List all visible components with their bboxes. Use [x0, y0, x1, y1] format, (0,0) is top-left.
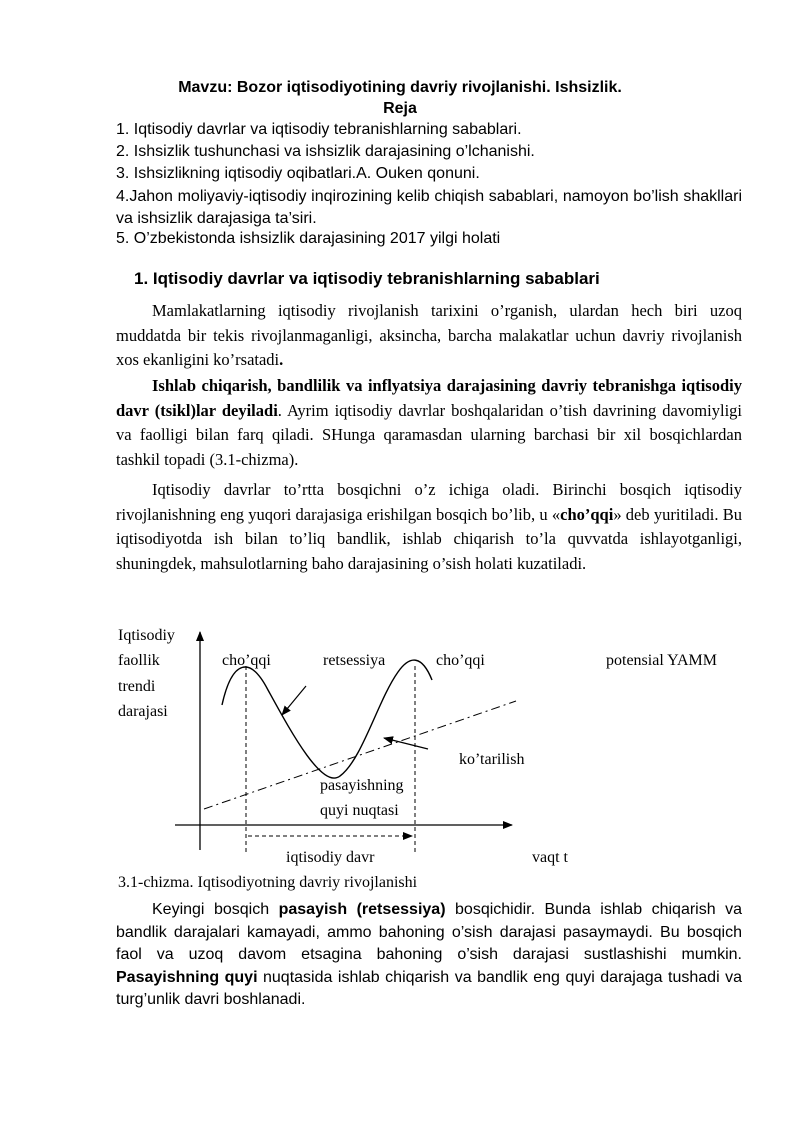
section-heading: 1. Iqtisodiy davrlar va iqtisodiy tebranishlarning sabablari: [134, 269, 600, 288]
paragraph-recession: Keyingi bosqich pasayish (retsessiya) bosqichidir. Bunda ishlab chiqarish va bandlik darajalari kamayadi, ammo bahoning o’sish darajasi pasaymaydi. Bu bosqich faol va uzoq davom etsagina bahoning o’sish darajasi sustlashishi mumkin. Pasayishning quyi nuqtasida ishlab chiqarish va bandlik eng quyi darajaga tushadi va turg’unlik davri boshlanadi.: [116, 901, 743, 1008]
cycle-curve: [222, 660, 432, 778]
paragraph-intro: Mamlakatlarning iqtisodiy rivojlanish tarixini o’rganish, ulardan hech biri uzoq muddatda bir tekis rivojlanmaganligi, aksincha, barcha malakatlar uchun davriy rivojlanish xos ekanligini ko’rsatadi.: [116, 301, 742, 370]
peak-left-label: cho’qqi: [222, 652, 271, 669]
paragraph-definition: Ishlab chiqarish, bandlilik va inflyatsiya darajasining davriy tebranishga iqtisodiy davr (tsikl)lar deyiladi. Ayrim iqtisodiy davrlar boshqalaridan o’tish davrining davomiyligi va faolligi bilan farq qiladi. SHunga qaramasdan ularning barchasi bir xil bosqichlardan tashkil topadi (3.1-chizma).: [116, 376, 742, 469]
plan-item: 2. Ishsizlik tushunchasi va ishsizlik darajasining o’lchanishi.: [116, 143, 535, 160]
recession-label: retsessiya: [323, 652, 386, 669]
plan-heading: Reja: [383, 100, 417, 117]
recovery-arrow: [384, 738, 428, 749]
recovery-label: ko’tarilish: [459, 751, 525, 768]
peak-right-label: cho’qqi: [436, 652, 485, 669]
trough-label-line: quyi nuqtasi: [320, 802, 399, 819]
recession-arrow: [282, 686, 306, 715]
document-title: Mavzu: Bozor iqtisodiyotining davriy rivojlanishi. Ishsizlik.: [178, 79, 622, 96]
figure-caption: 3.1-chizma. Iqtisodiyotning davriy rivojlanishi: [118, 874, 418, 891]
y-axis-label-line: trendi: [118, 678, 156, 695]
y-axis-label-line: faollik: [118, 652, 160, 669]
plan-item: 5. O’zbekistonda ishsizlik darajasining 2017 yilgi holati: [116, 230, 501, 247]
trough-label-line: pasayishning: [320, 777, 404, 794]
plan-item: 4.Jahon moliyaviy-iqtisodiy inqirozining kelib chiqish sabablari, namoyon bo’lish shakllari va ishsizlik darajasiga ta’siri.: [116, 188, 742, 227]
plan-item: 1. Iqtisodiy davrlar va iqtisodiy tebranishlarning sabablari.: [116, 121, 522, 138]
potential-gdp-label: potensial YAMM: [606, 652, 717, 669]
cycle-label: iqtisodiy davr: [286, 849, 375, 866]
time-axis-label: vaqt t: [532, 849, 568, 866]
y-axis-label-line: darajasi: [118, 703, 168, 720]
y-axis-label-line: Iqtisodiy: [118, 627, 175, 644]
plan-item: 3. Ishsizlikning iqtisodiy oqibatlari.A. Ouken qonuni.: [116, 165, 480, 182]
paragraph-stages: Iqtisodiy davrlar to’rtta bosqichni o’z ichiga oladi. Birinchi bosqich iqtisodiy rivojlanishning eng yuqori darajasiga erishilgan bosqich bo’lib, u «cho’qqi» deb yuritiladi. Bu iqtisodiyotda ish bilan to’liq bandlik, ishlab chiqarish to’la quvvatda ishlayotganligi, shuningdek, mahsulotlarning baho darajasining o’sish holati kuzatiladi.: [116, 480, 743, 573]
